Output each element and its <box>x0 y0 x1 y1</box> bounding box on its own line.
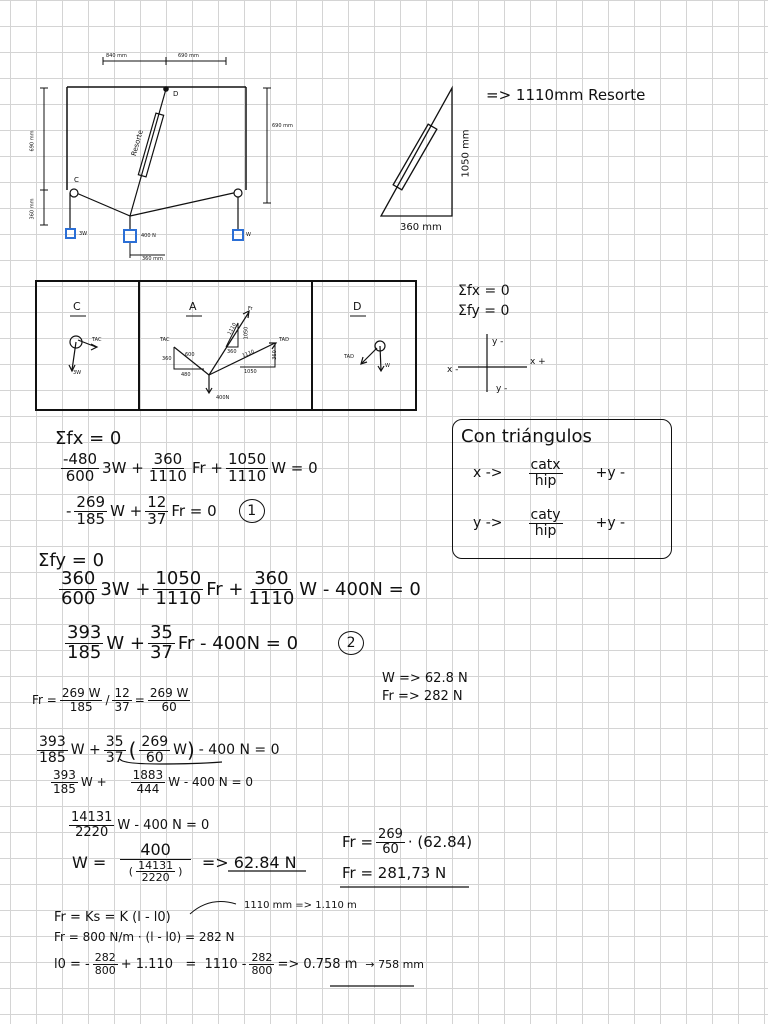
eq-fy-line2 <box>62 624 364 663</box>
eq-sum-fx: Σfx = 0 <box>55 428 122 449</box>
eq-fx1-frac-c: $\frac{1050}{1110}$ <box>228 450 267 485</box>
triangle-vertical-label: 1050 mm <box>460 129 472 178</box>
eq-fr2-prefix: Fr = <box>342 833 374 852</box>
eq-sub-line2 <box>48 769 253 795</box>
fbd-a-1110-right: 1110 <box>241 348 256 360</box>
eq-sub1-paren-term: W <box>173 742 187 759</box>
eq-fx1-frac-b: $\frac{360}{1110}$ <box>148 450 187 485</box>
fbd-a-360-left: 360 <box>162 356 172 362</box>
fbd-a-tad: TAD <box>279 337 289 343</box>
eq-fx2-term-a: W + <box>110 502 143 521</box>
eq-tag-2: 2 <box>338 631 364 655</box>
l0-solve <box>54 952 424 976</box>
dim-top-right: 690 mm <box>178 53 199 59</box>
eq-fy-line1 <box>56 570 421 609</box>
hooke-line2: Fr = 800 N/m · (l - l0) = 282 N <box>54 930 235 944</box>
eq-fr-frac-a: $\frac{269 W}{185}$ <box>61 686 101 714</box>
axis-y-minus: y - <box>496 384 508 394</box>
eq-sub-line3 <box>66 811 209 839</box>
triangles-x-arrow: x -> <box>473 465 503 482</box>
fbd-a-360-right: 360 <box>271 350 278 360</box>
l0-prefix: l0 = - <box>54 956 90 972</box>
eq-fr-frac-b: $\frac{12}{37}$ <box>114 686 130 714</box>
eq-w-solve <box>72 842 297 884</box>
axis-x-minus: x - <box>447 365 459 375</box>
eq-sub1-tail: - 400 N = 0 <box>198 742 280 759</box>
mass-center-label: 400 N <box>141 233 156 239</box>
triangles-x-row <box>473 458 625 488</box>
eq-sub3-frac: $\frac{14131}{2220}$ <box>71 810 113 840</box>
eq-sub1-term-a: W + <box>70 742 101 759</box>
triangles-y-fraction: $\frac{\text{caty}}{\text{hip}}$ <box>530 507 561 539</box>
eq-sub2-frac-a: $\frac{393}{185}$ <box>53 768 76 796</box>
fbd-d-tension: TAD <box>344 354 354 360</box>
triangles-x-sign: +y - <box>595 465 626 482</box>
fbd-header-a: A <box>189 300 197 313</box>
axis-x-plus: x + <box>530 357 546 367</box>
eq-sub2-tail: W - 400 N = 0 <box>168 775 254 790</box>
triangles-x-fraction: $\frac{\text{catx}}{\text{hip}}$ <box>530 457 561 489</box>
eq-sub2-term-a: W + <box>80 775 107 790</box>
triangles-y-arrow: y -> <box>473 515 503 532</box>
result-fr: Fr => 282 N <box>382 689 463 704</box>
hooke-note: 1110 mm => 1.110 m <box>244 900 357 911</box>
fbd-c-weight: 3W <box>73 370 82 376</box>
fbd-header-d: D <box>353 300 362 313</box>
eq-w-result: => 62.84 N <box>201 853 297 873</box>
eq-fy2-term-b: Fr - 400N = 0 <box>177 632 299 654</box>
eq-fx-line1 <box>58 452 318 485</box>
eq-sum-fy: Σfy = 0 <box>38 550 105 571</box>
eq-fx-line2 <box>66 495 265 528</box>
axes-sum-fy: Σfy = 0 <box>458 303 510 319</box>
eq-fx2-minus: - <box>66 502 72 521</box>
fbd-a-fr: Fr <box>248 306 253 312</box>
eq-fy2-frac-b: $\frac{35}{37}$ <box>149 622 173 663</box>
eq-fx2-frac-b: $\frac{12}{37}$ <box>147 493 167 528</box>
eq-fy1-frac-a: $\frac{360}{600}$ <box>61 568 96 609</box>
eq-fr-slash: / <box>105 693 110 708</box>
triangles-y-sign: +y - <box>595 515 626 532</box>
eq-sub1-frac-b: $\frac{35}{37}$ <box>105 734 124 766</box>
axes-sum-fx: Σfx = 0 <box>458 283 510 299</box>
eq-fy2-frac-a: $\frac{393}{185}$ <box>67 622 102 663</box>
eq-fr2-result: Fr = 281,73 N <box>342 864 447 882</box>
l0-frac-b: $\frac{282}{800}$ <box>251 951 273 977</box>
spring-label: Resorte <box>129 129 145 157</box>
l0-mid: + 1.110 = 1110 - <box>120 956 247 972</box>
l0-final: → 758 mm <box>365 957 425 971</box>
fbd-a-360-mid: 360 <box>227 349 237 355</box>
l0-result: => 0.758 m <box>277 956 358 972</box>
axis-y-plus: y - <box>492 337 504 347</box>
eq-w-frac: 400 ( $\frac{14131}{2220}$ ) <box>120 842 191 884</box>
dim-bottom: 360 mm <box>142 256 163 262</box>
eq-sub-line1: $\frac{393}{185}$ W + $\frac{35}{37}$ ( $\frac{269}{60}$ W ) - 400 N = 0 <box>39 734 280 766</box>
fbd-c-tension: TAC <box>92 337 102 343</box>
eq-fr-solve <box>32 687 193 713</box>
eq-fr-prefix: Fr = <box>32 693 57 708</box>
result-w: W => 62.8 N <box>382 671 468 686</box>
eq-fx1-term-b: Fr + <box>191 459 223 478</box>
mass-left-label: 3W <box>79 231 88 237</box>
eq-fx1-frac-a: $\frac{-480}{600}$ <box>63 450 98 485</box>
eq-sub1-frac-paren: $\frac{269}{60}$ <box>141 734 169 766</box>
hooke-line1: Fr = Ks = K (l - l0) <box>54 910 171 925</box>
eq-fx1-term-c: W = 0 <box>271 459 318 478</box>
eq-fy1-term-c: W - 400N = 0 <box>299 578 421 600</box>
eq-sub1-frac-a: $\frac{393}{185}$ <box>39 734 66 766</box>
eq-fx2-frac-a: $\frac{269}{185}$ <box>76 493 106 528</box>
triangle-horizontal-label: 360 mm <box>400 222 442 233</box>
triangles-y-row <box>473 508 625 538</box>
fbd-a-tac: TAC <box>160 337 170 343</box>
l0-frac-a: $\frac{282}{800}$ <box>94 951 116 977</box>
eq-fx1-term-a: 3W + <box>102 459 144 478</box>
eq-fx2-term-b: Fr = 0 <box>171 502 217 521</box>
eq-fy1-term-b: Fr + <box>206 578 244 600</box>
dim-left-inner: 360 mm <box>29 198 36 220</box>
eq-sub3-tail: W - 400 N = 0 <box>117 817 210 833</box>
eq-fy1-frac-c: $\frac{360}{1110}$ <box>248 568 295 609</box>
fbd-d-weight: W <box>385 363 390 369</box>
eq-fr-equals: = <box>134 693 145 708</box>
label-c: C <box>74 176 79 184</box>
dim-right: 690 mm <box>272 123 293 129</box>
eq-fy2-term-a: W + <box>106 632 145 654</box>
eq-w-prefix: W = <box>72 853 107 873</box>
spring-length-note: => 1110mm Resorte <box>486 86 646 104</box>
eq-fr-frac-c: $\frac{269 W}{60}$ <box>149 686 189 714</box>
fbd-a-480: 480 <box>181 372 191 378</box>
fbd-a-1050-top: 1050 <box>243 326 250 340</box>
eq-fr2-tail: · (62.84) <box>407 833 473 852</box>
label-d: D <box>173 90 179 98</box>
eq-fr2-frac: $\frac{269}{60}$ <box>378 827 403 857</box>
dim-top-left: 840 mm <box>106 53 127 59</box>
triangles-note-title: Con triángulos <box>461 426 592 447</box>
fbd-header-c: C <box>73 300 81 313</box>
fbd-a-1050-bottom: 1050 <box>244 369 257 375</box>
eq-tag-1: 1 <box>239 499 265 523</box>
fbd-a-1110-top: 1110 <box>226 321 239 337</box>
fbd-a-weight: 400N <box>216 395 230 401</box>
fbd-a-600: 600 <box>185 352 195 358</box>
eq-fy1-term-a: 3W + <box>100 578 151 600</box>
mass-right-label: W <box>246 232 251 238</box>
dim-left-outer: 690 mm <box>29 130 36 152</box>
eq-sub2-frac-b: $\frac{1883}{444}$ <box>132 768 164 796</box>
eq-fr2-solve <box>342 828 472 856</box>
triangles-note-box <box>452 419 672 559</box>
eq-fy1-frac-b: $\frac{1050}{1110}$ <box>155 568 202 609</box>
